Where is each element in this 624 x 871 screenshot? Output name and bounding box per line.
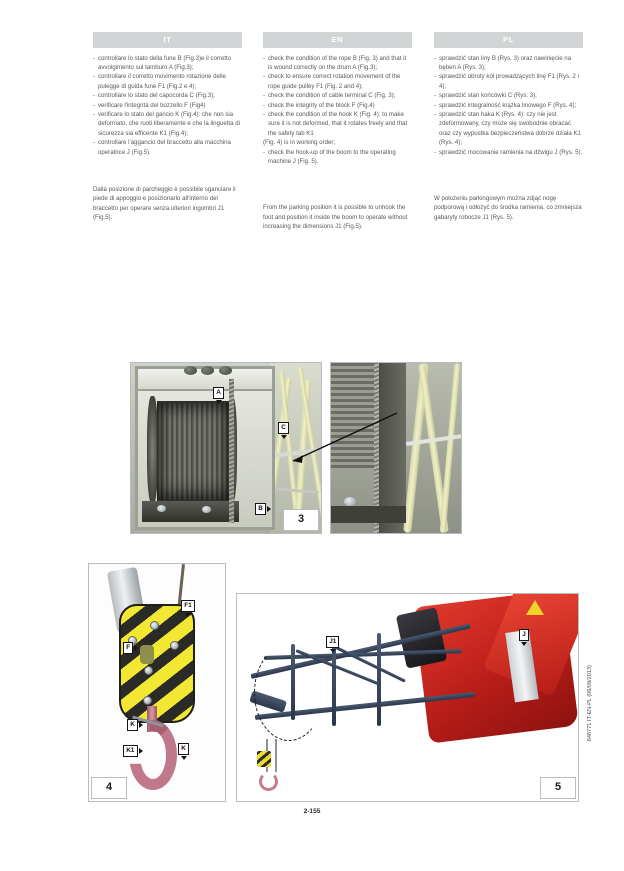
lang-bar-pl: PL xyxy=(434,32,583,48)
arrow-down-icon xyxy=(216,400,222,404)
figure-4 xyxy=(88,563,226,802)
lang-bar-it: IT xyxy=(93,32,242,48)
figure-5 xyxy=(236,593,579,802)
list-item: - sprawdzić stan haka K (Rys. 4): czy nie jest zdeformowany, czy może się swobodnie obracać oraz czy wypustka bezpieczeństwa dobrze działa K1 (Rys. 4); xyxy=(434,110,583,148)
arrow-down-icon xyxy=(330,649,336,653)
pl-paragraph: W położeniu parkingowym można zdjąć nogę podporową i odłożyć do środka ramienia, co zmniejsza gabaryty robocze J1 (Rys. 5). xyxy=(434,195,582,221)
arrow-right-icon xyxy=(134,645,138,651)
figure-3 xyxy=(130,362,322,534)
callout-J1: J1 xyxy=(326,636,339,653)
callout-K1: K1 xyxy=(123,745,143,757)
callout-C: C xyxy=(278,422,289,439)
list-item: - sprawdzić stan liny B (Rys. 3) oraz nawinięcie na bęben A (Rys. 3); xyxy=(434,54,583,73)
list-item: - check to ensure correct rotation movement of the rope guide pulley F1 (Fig. 2 and 4); xyxy=(263,72,412,91)
list-item: - controllare il corretto movimento rotazione delle pulegge di guida fune F1 (Fig.2 e 4); xyxy=(93,72,242,91)
callout-K-lower: K xyxy=(178,743,189,760)
figure-4-photo xyxy=(89,564,225,801)
list-item: - check the condition of cable terminal C (Fig. 3); xyxy=(263,91,412,100)
arrow-down-icon xyxy=(181,756,187,760)
figure-5-photo xyxy=(237,594,578,801)
list-item: - controllare lo stato del capocorda C (Fig.3); xyxy=(93,91,242,100)
callout-B: B xyxy=(255,503,271,515)
list-item: - check the integrity of the block F (Fig.4) xyxy=(263,101,412,110)
list-item: - controllare lo stato della fune B (Fig.3)e il corretto avvolgimento sul tamburo A (Fig.3); xyxy=(93,54,242,73)
figure-number-3: 3 xyxy=(283,509,319,531)
list-item: - controllare l'aggancio del braccetto alla macchina operatrice J (Fig.5). xyxy=(93,138,242,157)
figure-3-photo xyxy=(131,363,321,533)
arrow-down-icon xyxy=(281,435,287,439)
motion-arc-icon xyxy=(254,644,324,741)
list-item: - verificare l'integrità del bozzello F (Fig4) xyxy=(93,101,242,110)
list-item: - sprawdzić stan końcówki C (Rys. 3); xyxy=(434,91,583,100)
callout-K-upper: K xyxy=(127,719,143,731)
lang-bar-en: EN xyxy=(263,32,412,48)
arrow-right-icon xyxy=(139,748,143,754)
figure-number-5: 5 xyxy=(540,777,576,799)
en-paragraph: From the parking position it is possible to unhook the foot and position it inside the boom to operate without increasing the dimensions J1 (Fig.5). xyxy=(263,204,408,231)
warning-triangle-icon xyxy=(526,600,544,615)
figure-3-detail-photo xyxy=(331,363,461,533)
callout-F: F xyxy=(123,642,138,654)
figure-number-4: 4 xyxy=(91,777,127,799)
list-item: - sprawdzić integralność krążka linowego F (Rys. 4); xyxy=(434,101,583,110)
page-number: 2-155 xyxy=(303,808,321,815)
callout-F1: F1 xyxy=(181,600,195,617)
list-item: - verificare lo stato del gancio K (Fig.4): che non sia deformato, che ruoti liberamente e che la linguetta di sicurezza sia efficente K1 (Fig.4); xyxy=(93,110,242,138)
list-item: - check the condition of the hook K (Fig. 4): to make sure it is not deformed, that it rotates freely and that the safety tab K1 xyxy=(263,110,412,138)
list-item: - sprawdzić obroty kół prowadzących linę F1 (Rys. 2 i 4); xyxy=(434,72,583,91)
callout-A: A xyxy=(213,387,224,404)
callout-J: J xyxy=(519,629,529,646)
arrow-right-icon xyxy=(139,722,143,728)
arrow-down-icon xyxy=(185,613,191,617)
figure-3-detail xyxy=(330,362,462,534)
list-item: - check the hook-up of the boom to the operating machine J (Fig. 5). xyxy=(263,148,412,167)
arrow-right-icon xyxy=(267,506,271,512)
it-paragraph: Dalla posizione di parcheggio è possibile sganciare il piede di appoggio e posizionarlo all'interno del braccetto per operare senza ulteriori ingombri J1 (Fig.5). xyxy=(93,186,236,222)
document-side-code: 648771 IT-EN-PL (06/09/2013) xyxy=(587,665,593,742)
list-item: - check the condition of the rope B (Fig. 3) and that it is wound correctly on the drum A (Fig.3); xyxy=(263,54,412,73)
en-inline-note: (Fig. 4) is in working order; xyxy=(263,139,336,147)
arrow-down-icon xyxy=(521,642,527,646)
list-item: - sprawdzić mocowanie ramienia na dźwigu J (Rys. 5). xyxy=(434,148,583,157)
